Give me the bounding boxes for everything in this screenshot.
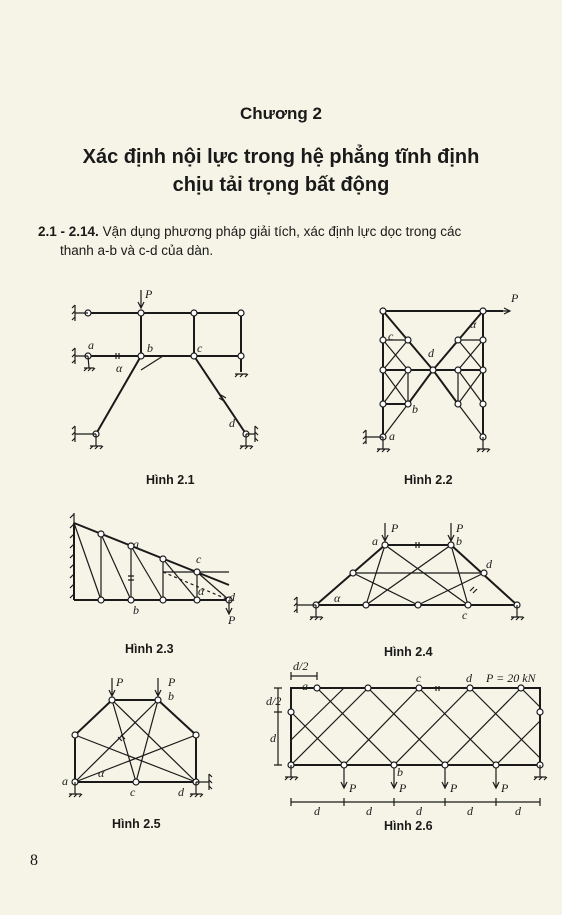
label-p: P	[511, 291, 519, 305]
label-d: d	[428, 346, 434, 360]
label-d2: d/2	[293, 659, 309, 673]
label-d: d	[466, 671, 472, 685]
label-c: c	[197, 341, 203, 355]
label-b: b	[456, 534, 462, 548]
caption-fig-2-2: Hình 2.2	[404, 473, 453, 487]
label-a: a	[302, 679, 308, 693]
label-b: b	[133, 603, 139, 617]
label-c: c	[196, 552, 202, 566]
label-dim-d: d	[467, 804, 473, 818]
label-a: a	[372, 534, 378, 548]
problem-text-line1: Vận dụng phương pháp giải tích, xác định lực dọc trong các	[102, 224, 462, 239]
figure-2-3	[70, 513, 236, 627]
caption-fig-2-4: Hình 2.4	[384, 645, 433, 659]
label-c: c	[416, 671, 422, 685]
label-p: P	[501, 781, 509, 795]
figure-2-5	[62, 675, 212, 799]
chapter-heading: Chương 2	[239, 104, 322, 123]
caption-fig-2-3: Hình 2.3	[125, 642, 174, 656]
label-alpha: α	[470, 317, 477, 331]
label-p: P	[116, 675, 124, 689]
caption-fig-2-6: Hình 2.6	[384, 819, 433, 833]
problem-number: 2.1 - 2.14.	[38, 224, 99, 239]
label-p: P	[145, 287, 153, 301]
label-p: P	[450, 781, 458, 795]
label-dim-d: d	[314, 804, 320, 818]
chapter-title-line2: chịu tải trọng bất động	[172, 174, 390, 196]
label-d: d	[486, 557, 492, 571]
label-c: c	[130, 785, 136, 799]
figure-2-4	[294, 521, 524, 622]
label-b: b	[147, 341, 153, 355]
label-p: P	[168, 675, 176, 689]
figure-2-6	[266, 659, 547, 818]
label-d: d	[229, 590, 235, 604]
label-dim-d: d	[270, 731, 276, 745]
label-d: d	[178, 785, 184, 799]
label-alpha: α	[334, 591, 341, 605]
label-dim-d: d	[515, 804, 521, 818]
label-p: P	[228, 613, 236, 627]
label-p20: P = 20 kN	[486, 671, 536, 685]
caption-fig-2-5: Hình 2.5	[112, 817, 161, 831]
label-alpha: α	[116, 361, 123, 375]
page-number: 8	[30, 852, 38, 869]
label-b: b	[168, 689, 174, 703]
label-b: b	[397, 765, 403, 779]
label-a: a	[133, 537, 139, 551]
label-a: a	[389, 429, 395, 443]
label-p: P	[456, 521, 464, 535]
label-p: P	[399, 781, 407, 795]
chapter-title-line1: Xác định nội lực trong hệ phẳng tĩnh định	[82, 146, 480, 168]
label-a: a	[88, 338, 94, 352]
problem-text-line2: thanh a-b và c-d của dàn.	[60, 243, 214, 258]
label-dim-d2: d/2	[266, 694, 282, 708]
label-c: c	[388, 329, 394, 343]
label-alpha: α	[198, 584, 205, 598]
label-alpha: α	[98, 766, 105, 780]
label-p: P	[391, 521, 399, 535]
label-c: c	[462, 608, 468, 622]
label-p: P	[349, 781, 357, 795]
label-dim-d: d	[366, 804, 372, 818]
figure-2-2	[363, 291, 519, 452]
figure-2-1	[72, 287, 258, 449]
label-a: a	[62, 774, 68, 788]
label-d: d	[229, 416, 235, 430]
label-dim-d: d	[416, 804, 422, 818]
caption-fig-2-1: Hình 2.1	[146, 473, 195, 487]
label-b: b	[412, 402, 418, 416]
